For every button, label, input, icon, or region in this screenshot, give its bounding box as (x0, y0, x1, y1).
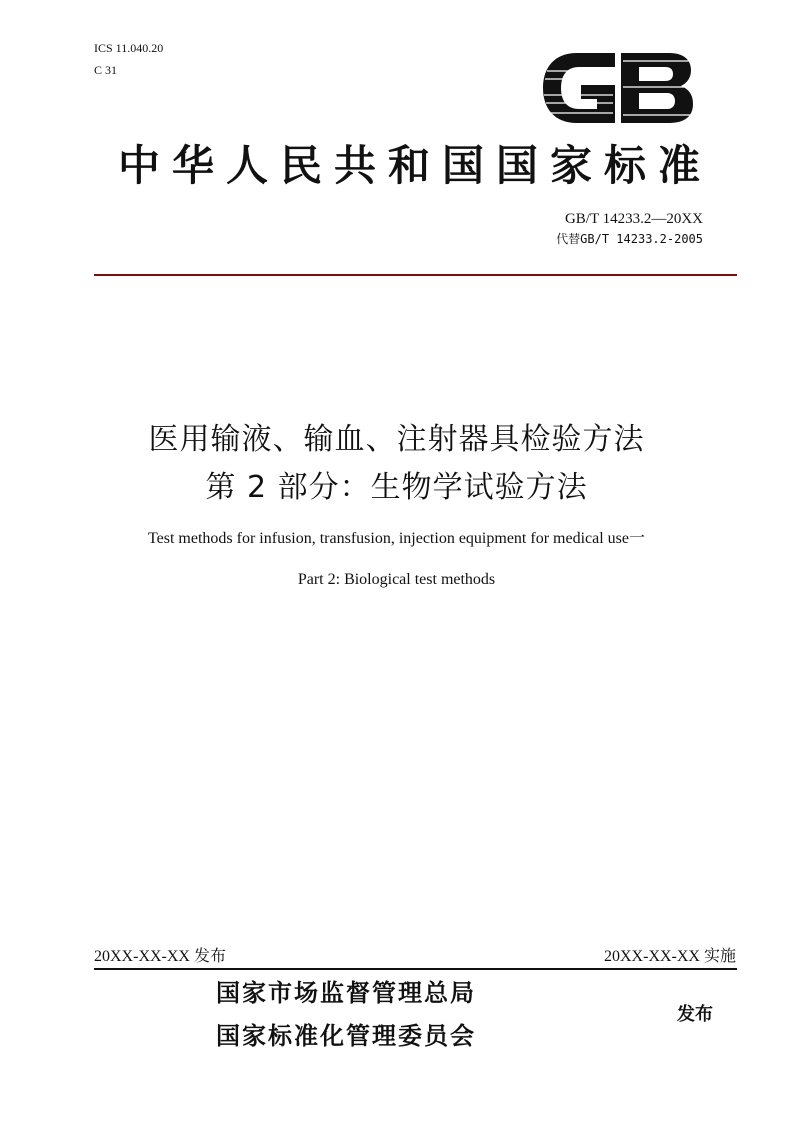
issuing-authority-1: 国家市场监督管理总局 (216, 979, 476, 1007)
national-standard-title: 中华人民共和国国家标准 (117, 141, 712, 190)
implementation-date-line (604, 946, 736, 967)
issue-date-line (94, 946, 226, 967)
issue-label: 发布 (193, 946, 226, 965)
publish-label: 发布 (677, 1004, 713, 1025)
issue-date: 20XX-XX-XX (94, 948, 190, 965)
classification-code: C 31 (94, 63, 118, 77)
implementation-label: 实施 (703, 946, 736, 965)
gb-logo-text: GB (541, 51, 543, 52)
replaces-standard: 代替GB/T 14233.2-2005 (556, 232, 703, 246)
chinese-title-line1: 医用输液、输血、注射器具检验方法 (148, 422, 645, 457)
standard-number: GB/T 14233.2—20XX (564, 211, 703, 227)
issuing-authority-2: 国家标准化管理委员会 (216, 1022, 476, 1050)
bottom-divider (94, 968, 737, 970)
ics-code: ICS 11.040.20 (94, 41, 164, 55)
gb-logo (541, 51, 695, 125)
chinese-title-line2: 第 2 部分：生物学试验方法 (205, 470, 588, 505)
top-divider (94, 274, 737, 276)
implementation-date: 20XX-XX-XX (604, 948, 700, 965)
english-title-line1: Test methods for infusion, transfusion, injection equipment for medical use一 (147, 530, 645, 547)
english-title-line2: Part 2: Biological test methods (297, 571, 496, 588)
